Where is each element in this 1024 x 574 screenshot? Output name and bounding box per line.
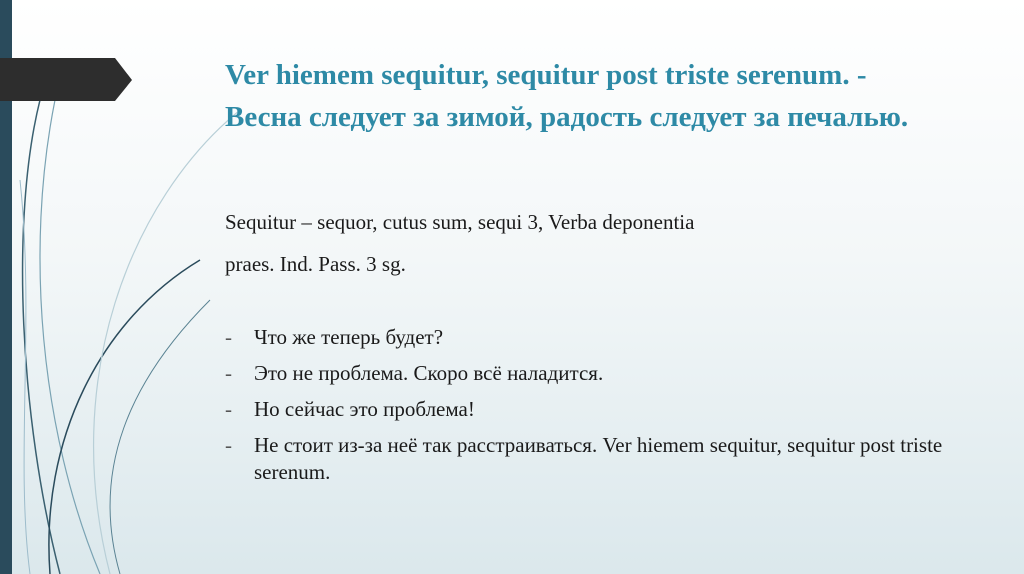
grammar-line-1: Sequitur – sequor, cutus sum, sequi 3, Verba deponentia: [225, 210, 695, 234]
dialogue-list: [225, 324, 954, 495]
title-russian: Весна следует за зимой, радость следует за печалью.: [225, 101, 909, 133]
list-item: [225, 324, 954, 351]
title-latin: Ver hiemem sequitur, sequitur post triste serenum. -: [225, 59, 867, 91]
list-item-text: Не стоит из-за неё так расстраиваться. Ver hiemem sequitur, sequitur post triste serenum.: [254, 433, 943, 484]
title-tag-shape: [0, 58, 132, 101]
list-item-text: Это не проблема. Скоро всё наладится.: [254, 361, 604, 385]
list-item: [225, 396, 954, 423]
slide-title: [225, 54, 925, 138]
dash-marker: -: [225, 361, 232, 385]
list-item: [225, 360, 954, 387]
grammar-line-2: praes. Ind. Pass. 3 sg.: [225, 252, 406, 276]
dash-marker: -: [225, 433, 232, 457]
decor-curve-2: [40, 100, 100, 574]
list-item-text: Что же теперь будет?: [254, 325, 444, 349]
dash-marker: -: [225, 397, 232, 421]
list-item-text: Но сейчас это проблема!: [254, 397, 475, 421]
dash-marker: -: [225, 325, 232, 349]
decor-curve-5: [110, 300, 210, 574]
decor-curve-3: [49, 260, 200, 574]
list-item: [225, 432, 954, 486]
decor-curve-4: [94, 110, 240, 574]
decor-curve-1: [23, 100, 60, 574]
decor-curve-6: [20, 180, 30, 574]
